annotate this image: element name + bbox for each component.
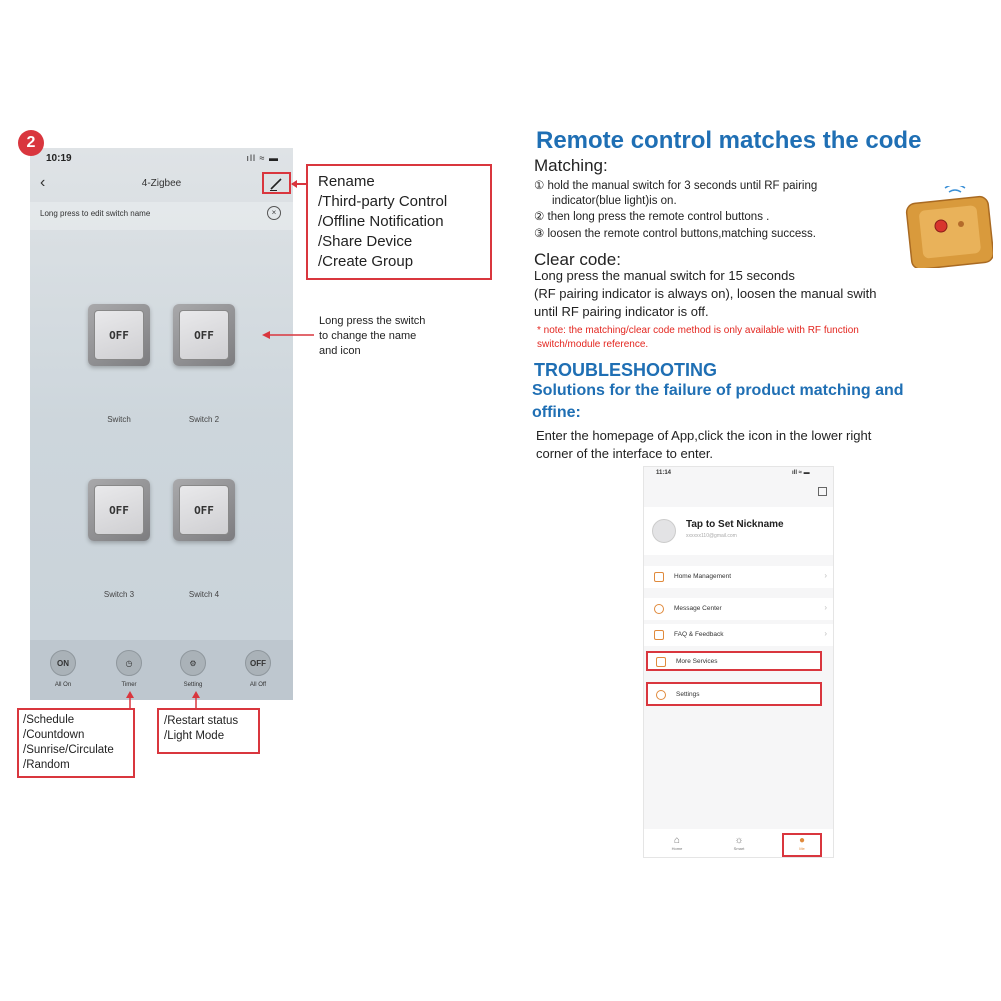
user-icon: ●: [798, 835, 806, 846]
setting-option-light-mode: /Light Mode: [164, 730, 225, 742]
chevron-right-icon: ›: [824, 571, 827, 580]
chevron-right-icon: ›: [824, 629, 827, 638]
timer-options-box: [17, 708, 135, 778]
clear-line-3: until RF pairing indicator is off.: [534, 304, 709, 319]
timer-option-schedule: /Schedule: [23, 714, 75, 726]
clear-line-2: (RF pairing indicator is always on), loosen the manual swith: [534, 286, 877, 301]
timer-option-countdown: /Countdown: [23, 729, 85, 741]
account-email: xxxxxx110@gmail.com: [686, 533, 737, 539]
row-settings-label: Settings: [676, 691, 700, 698]
enter-line-1: Enter the homepage of App,click the icon in the lower right: [536, 428, 872, 443]
home-tab-icon: ⌂: [673, 835, 681, 846]
nickname[interactable]: Tap to Set Nickname: [686, 519, 784, 530]
message-icon: [654, 604, 664, 614]
tab-home-label: Home: [671, 846, 683, 851]
enter-line-2: corner of the interface to enter.: [536, 446, 714, 461]
row-more-services[interactable]: [646, 651, 822, 671]
switch-4-state: OFF: [179, 485, 229, 535]
rf-remote-image: [905, 186, 993, 268]
tab-me-label: Me: [799, 846, 805, 851]
section-title: Remote control matches the code: [536, 127, 922, 154]
settings-icon: [656, 690, 666, 700]
switch-2-label: Switch 2: [188, 415, 220, 424]
app-me-screenshot: [643, 466, 834, 858]
setting-option-restart: /Restart status: [164, 715, 239, 727]
switch-4-label: Switch 4: [188, 590, 220, 599]
faq-icon: [654, 630, 664, 640]
all-off-button[interactable]: OFF: [245, 650, 271, 676]
device-menu-options: [306, 164, 492, 280]
menu-share-device: /Share Device: [318, 233, 413, 250]
all-on-button[interactable]: ON: [50, 650, 76, 676]
matching-heading: Matching:: [534, 156, 608, 175]
menu-create-group: /Create Group: [318, 253, 414, 270]
row-settings[interactable]: [646, 682, 822, 706]
long-press-line-3: and icon: [319, 345, 361, 357]
switch-2-state: OFF: [179, 310, 229, 360]
menu-third-party: /Third-party Control: [318, 193, 448, 210]
clear-code-heading: Clear code:: [534, 250, 621, 269]
tab-smart-label: Smart: [733, 846, 745, 851]
setting-label: Setting: [183, 682, 203, 688]
timer-option-random: /Random: [23, 759, 70, 771]
phone2-status-icons: ıll ≈ ▬: [792, 470, 810, 476]
home-icon: [654, 572, 664, 582]
matching-step-3: ③ loosen the remote control buttons,matching success.: [534, 228, 816, 240]
switch-3-label: Switch 3: [103, 590, 135, 599]
menu-rename: Rename: [318, 173, 375, 190]
tab-smart[interactable]: [719, 835, 759, 851]
long-press-note: [319, 314, 479, 359]
all-off-label: All Off: [249, 682, 267, 688]
long-press-line-2: to change the name: [319, 330, 417, 342]
note-line-1: * note: the matching/clear code method is only available with RF function: [537, 325, 859, 336]
switch-1-state: OFF: [94, 310, 144, 360]
back-arrow-icon[interactable]: ‹: [40, 174, 46, 191]
matching-step-1: ① hold the manual switch for 3 seconds until RF pairing: [534, 180, 818, 192]
all-on-label: All On: [54, 682, 72, 688]
bookmark-icon: [656, 657, 666, 667]
clear-line-1: Long press the manual switch for 15 seconds: [534, 268, 795, 283]
matching-step-2: ② then long press the remote control buttons .: [534, 211, 770, 223]
scan-icon[interactable]: [818, 487, 827, 496]
troubleshooting-heading: TROUBLESHOOTING: [534, 360, 717, 380]
long-press-line-1: Long press the switch: [319, 315, 426, 327]
row-faq-label: FAQ & Feedback: [674, 631, 724, 638]
close-icon[interactable]: ×: [267, 206, 281, 220]
switch-1-label: Switch: [107, 415, 131, 424]
solutions-line-2: offine:: [532, 404, 581, 421]
sun-icon: ☼: [734, 835, 744, 846]
row-home-management[interactable]: [644, 566, 834, 588]
row-faq[interactable]: [644, 624, 834, 646]
status-icons: ıll ≈ ▬: [246, 153, 279, 163]
device-title: 4-Zigbee: [141, 178, 182, 189]
matching-step-1b: indicator(blue light)is on.: [552, 195, 677, 207]
phone2-status-time: 11:14: [656, 470, 672, 476]
hint-text: Long press to edit switch name: [40, 209, 151, 218]
menu-offline-notification: /Offline Notification: [318, 213, 444, 230]
tab-home[interactable]: [657, 835, 697, 851]
row-message-center-label: Message Center: [674, 605, 722, 612]
row-message-center[interactable]: [644, 598, 834, 620]
step-badge: 2: [18, 130, 44, 156]
note-line-2: switch/module reference.: [537, 339, 649, 350]
status-time: 10:19: [46, 153, 72, 164]
setting-options-box: [157, 708, 260, 754]
timer-option-sunrise: /Sunrise/Circulate: [23, 744, 114, 756]
switch-3-state: OFF: [94, 485, 144, 535]
row-more-services-label: More Services: [676, 658, 718, 665]
solutions-line-1: Solutions for the failure of product matching and: [532, 382, 904, 399]
tab-me[interactable]: [782, 833, 822, 857]
avatar[interactable]: [652, 519, 676, 543]
row-home-management-label: Home Management: [674, 573, 732, 580]
timer-label: Timer: [121, 682, 137, 688]
timer-icon[interactable]: ◷: [116, 650, 142, 676]
chevron-right-icon: ›: [824, 603, 827, 612]
setting-icon[interactable]: ⚙: [180, 650, 206, 676]
